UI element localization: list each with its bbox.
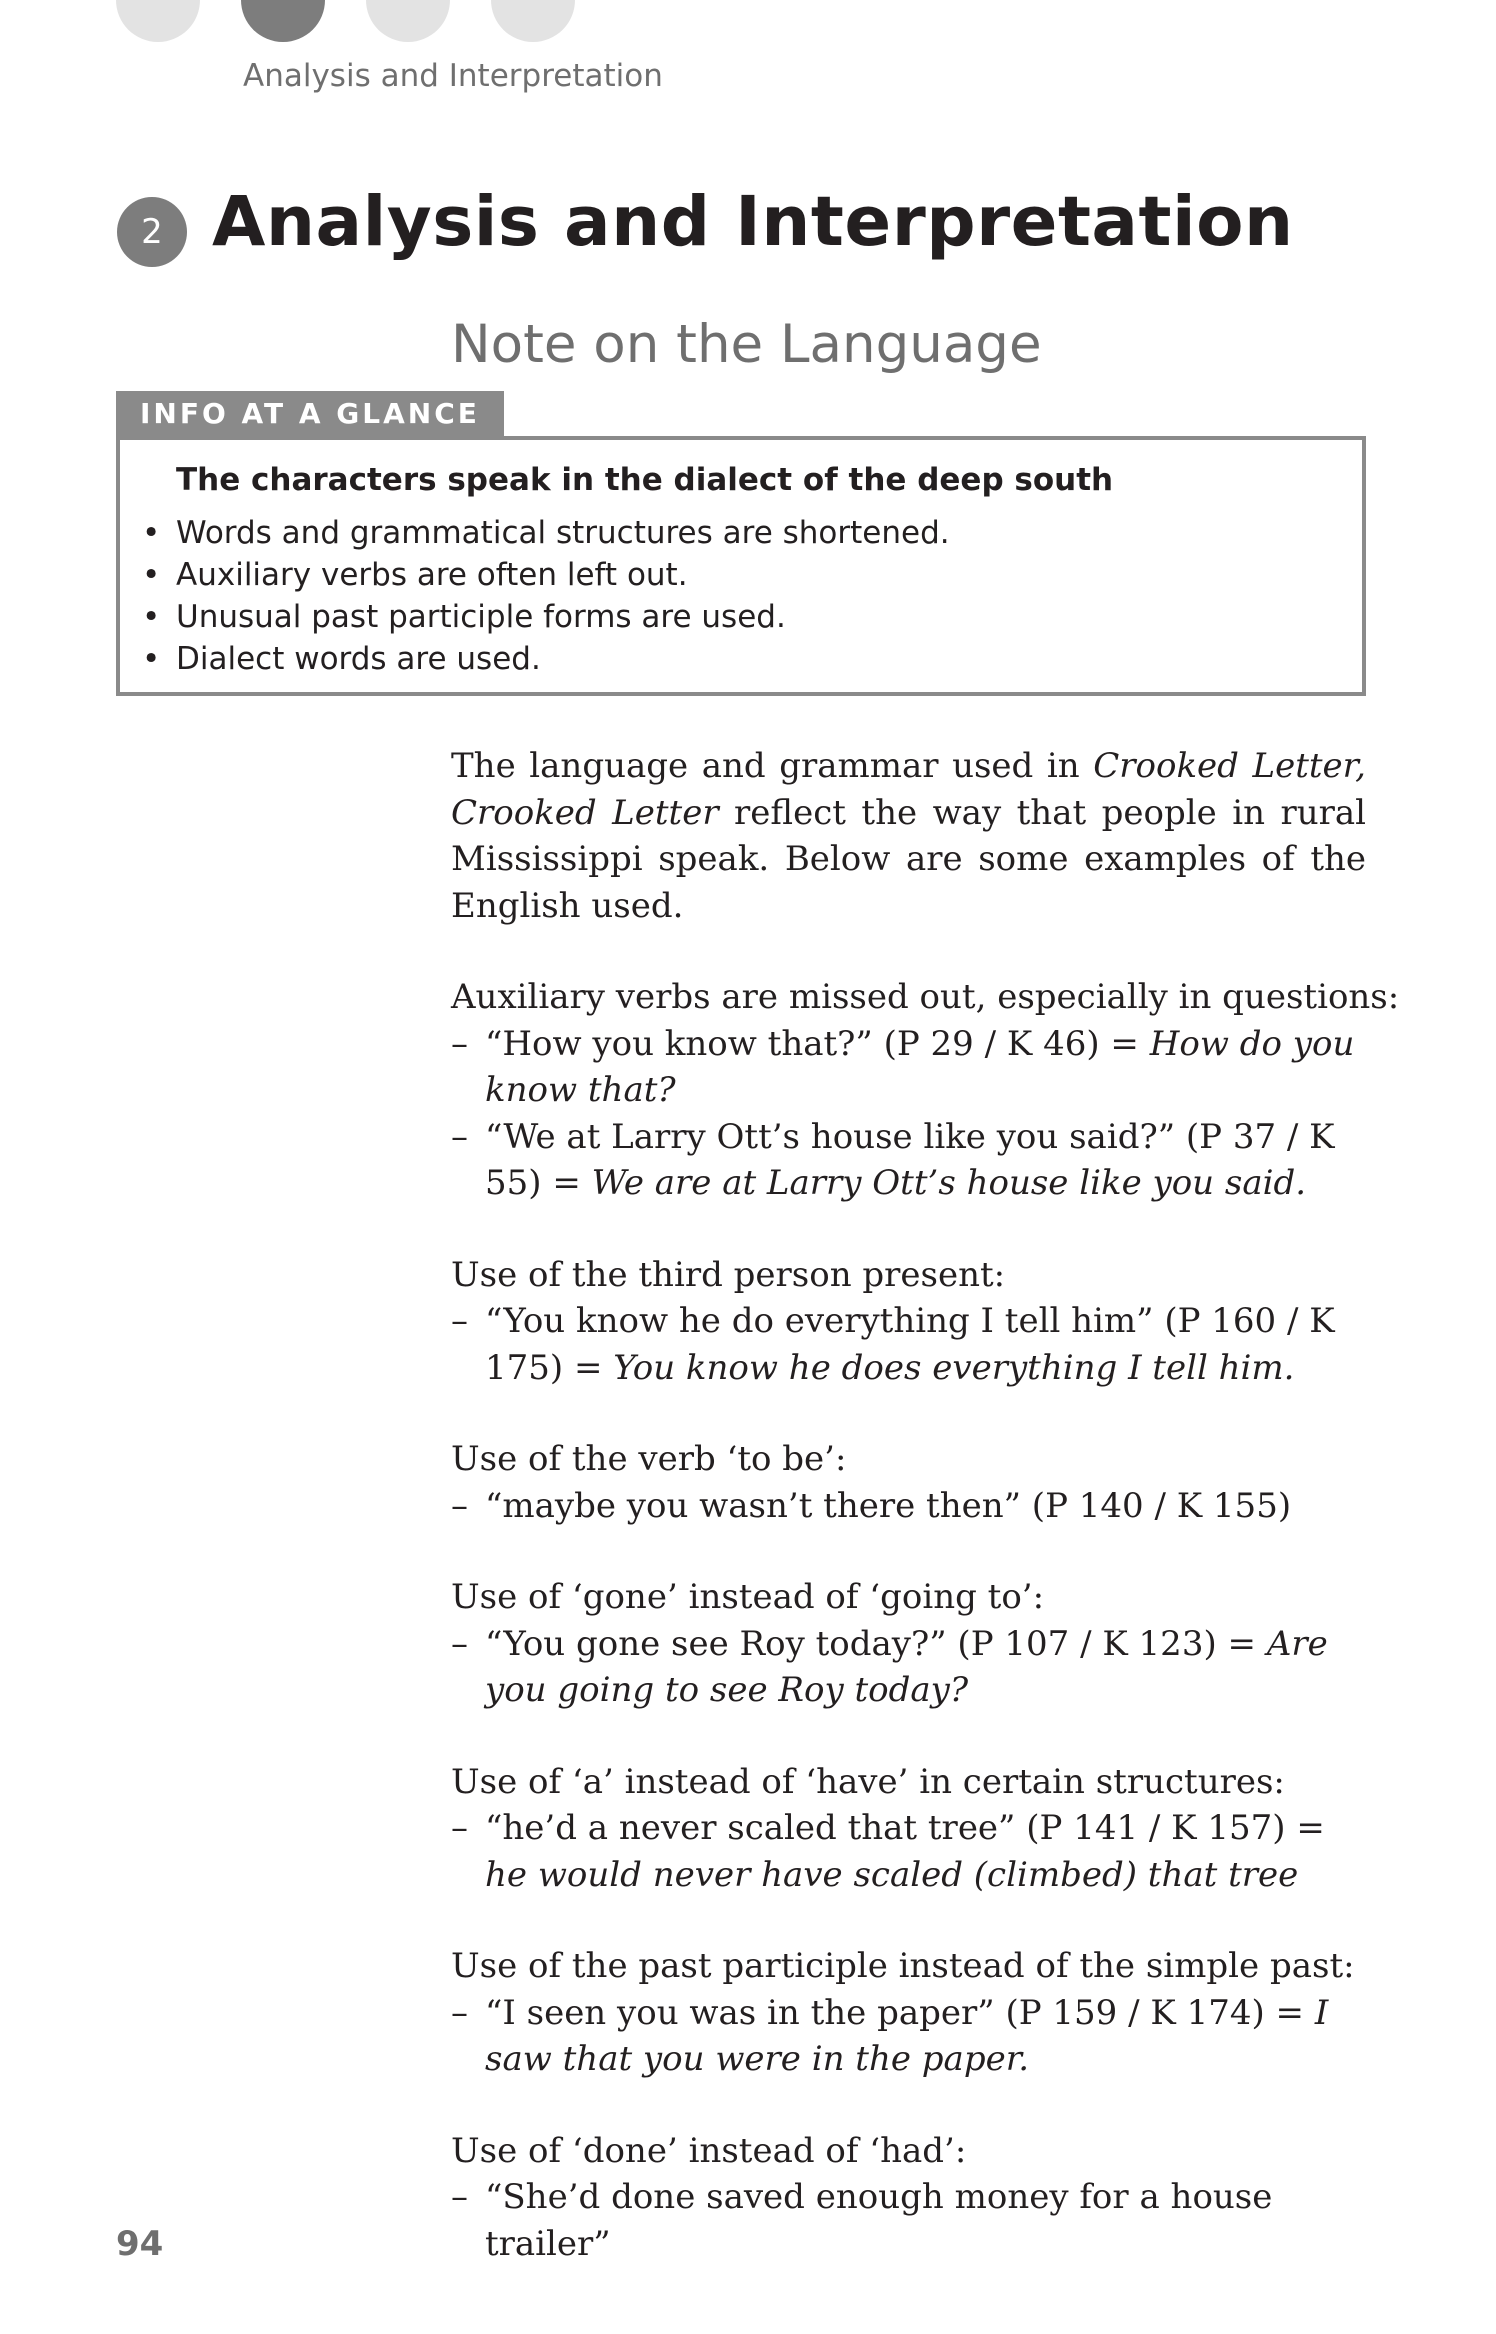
- running-head: Analysis and Interpretation: [243, 58, 663, 94]
- dash-bullet: –: [451, 1301, 468, 1341]
- example-item: [451, 1805, 1366, 1898]
- info-box-tab: INFO AT A GLANCE: [116, 391, 504, 437]
- intro-paragraph: [451, 743, 1366, 929]
- info-box-point: • Unusual past participle forms are used.: [138, 596, 950, 638]
- example-block-label: Auxiliary verbs are missed out, especially in questions:: [451, 977, 1400, 1017]
- example-item: [451, 1114, 1366, 1207]
- dash-bullet: –: [451, 1623, 468, 1664]
- info-box-point: • Words and grammatical structures are shortened.: [138, 512, 950, 554]
- example-block: [451, 974, 1400, 1207]
- example-item: [451, 1298, 1366, 1391]
- example-quote: “he’d a never scaled that tree” (P 141 / K 157) =: [485, 1808, 1325, 1848]
- chapter-indicator-dot-2-active: [241, 0, 325, 42]
- chapter-indicator-dot-1: [116, 0, 200, 42]
- example-quote: “You know he do everything I tell him” (P 160 / K 175) =: [485, 1301, 1335, 1388]
- example-gloss: We are at Larry Ott’s house like you said.: [591, 1163, 1307, 1203]
- dash-bullet: –: [451, 2177, 468, 2217]
- example-block-label: Use of the third person present:: [451, 1254, 1006, 1295]
- example-gloss: he would never have scaled (climbed) that tree: [485, 1854, 1299, 1895]
- dash-bullet: –: [451, 1992, 468, 2033]
- example-block: [451, 1943, 1366, 2083]
- example-quote: “You gone see Roy today?” (P 107 / K 123) =: [485, 1623, 1267, 1664]
- example-quote: “maybe you wasn’t there then” (P 140 / K 155): [485, 1485, 1292, 1526]
- dash-bullet: –: [451, 1116, 468, 1157]
- example-block-label: Use of the verb ‘to be’:: [451, 1439, 847, 1479]
- main-content: [451, 743, 1400, 2312]
- example-quote: “She’d done saved enough money for a house trailer”: [485, 2177, 1273, 2264]
- intro-text-after: reflect the way that people in rural Mississippi speak. Below are some examples of the English used.: [451, 792, 1366, 926]
- example-quote: “How you know that?” (P 29 / K 46) =: [485, 1023, 1150, 1064]
- dash-bullet: –: [451, 1485, 468, 1526]
- example-block: [451, 1252, 1366, 1392]
- chapter-indicator-dot-3: [366, 0, 450, 42]
- example-block: [451, 1759, 1366, 1899]
- info-box-list: [138, 512, 950, 680]
- intro-text-before: The language and grammar used in: [451, 746, 1094, 786]
- example-quote: “I seen you was in the paper” (P 159 / K 174) =: [485, 1992, 1315, 2033]
- section-title: Note on the Language: [451, 314, 1042, 375]
- dash-bullet: –: [451, 1808, 468, 1848]
- example-block-label: Use of ‘gone’ instead of ‘going to’:: [451, 1577, 1045, 1617]
- chapter-number-badge: 2: [117, 197, 187, 267]
- example-block-label: Use of ‘done’ instead of ‘had’:: [451, 2130, 967, 2171]
- info-box: [116, 436, 1366, 696]
- chapter-indicator-dot-4: [491, 0, 575, 42]
- dash-bullet: –: [451, 1023, 468, 1064]
- example-item: [451, 1990, 1366, 2083]
- example-gloss: How do you know that?: [485, 1023, 1355, 1110]
- info-box-point: • Dialect words are used.: [138, 638, 950, 680]
- example-block: [451, 2128, 1366, 2268]
- info-box-point: • Auxiliary verbs are often left out.: [138, 554, 950, 596]
- book-title: Crooked Letter, Crooked Letter: [451, 746, 1366, 833]
- example-item: [451, 2174, 1366, 2267]
- page-number: 94: [116, 2224, 164, 2264]
- example-gloss: Are you going to see Roy today?: [485, 1623, 1328, 1710]
- example-block: [451, 1436, 1366, 1529]
- chapter-title: Analysis and Interpretation: [212, 182, 1294, 262]
- example-quote: “We at Larry Ott’s house like you said?” (P 37 / K 55) =: [485, 1116, 1335, 1203]
- example-item: [451, 1021, 1366, 1114]
- example-block-label: Use of the past participle instead of the simple past:: [451, 1946, 1355, 1986]
- info-box-heading: The characters speak in the dialect of the deep south: [176, 462, 1114, 498]
- example-item: [451, 1621, 1366, 1714]
- example-block: [451, 1574, 1366, 1714]
- example-gloss: I saw that you were in the paper.: [485, 1992, 1329, 2079]
- example-block-label: Use of ‘a’ instead of ‘have’ in certain structures:: [451, 1761, 1285, 1802]
- example-item: [451, 1483, 1366, 1530]
- example-gloss: You know he does everything I tell him.: [613, 1347, 1295, 1388]
